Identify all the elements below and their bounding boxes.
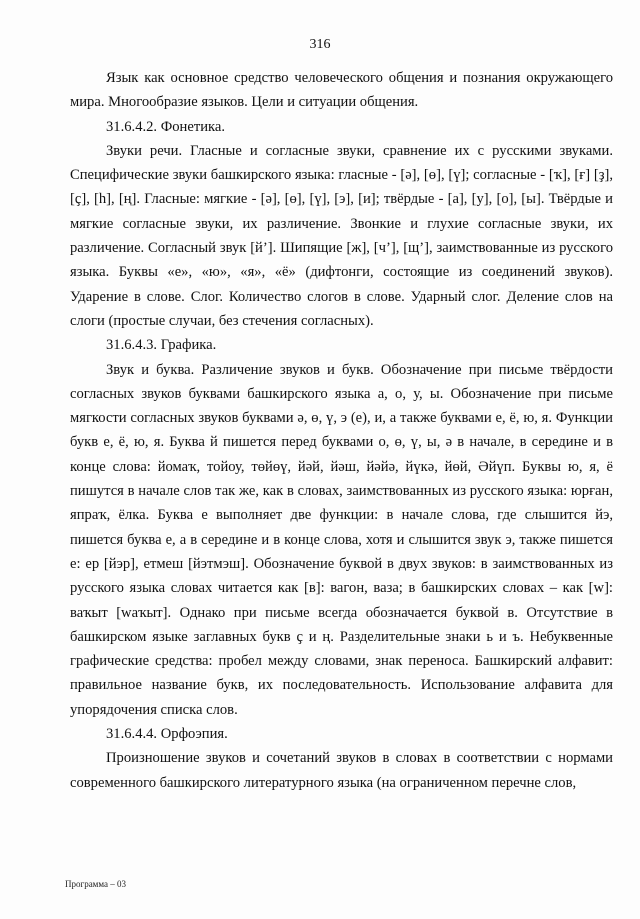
- section-heading-graphics: 31.6.4.3. Графика.: [106, 337, 217, 354]
- paragraph-orthoepy: Произношение звуков и сочетаний звуков в словах в соответствии с нормами современного башкирского литературного языка (на ограниченном перечне слов,: [70, 750, 613, 791]
- paragraph-graphics: Звук и буква. Различение звуков и букв. Обозначение при письме твёрдости согласных звуков буквами башкирского языка а, о, у, ы. Обозначение при письме мягкости согласных звуков буквами ә, ө, ү, э (е), и, а также буквами е, ё, ю, я. Функции букв е, ё, ю, я. Буква й пишется перед буквами о, ө, ү, ы, ә в начале, в середине и в конце слова: йомаҡ, тойоу, төйөү, йәй, йәш, йәйә, йүкә, йөй, Әйүп. Буквы ю, я, ё пишутся в начале слов так же, как в словах, заимствованных из русского языка: юрған, япраҡ, ёлка. Буква е выполняет две функции: в начале слова, где слышится йэ, пишется буква е, а в середине и в конце слова, хотя и слышится звук э, также пишется е: ер [йэр], етмеш [йэтмэш]. Обозначение буквой в двух звуков: в заимствованных из русского языка словах читается как [в]: вагон, ваза; в башкирских словах – как [w]: ваҡыт [wаҡыт]. Однако при письме всегда обозначается буквой в. Отсутствие в башкирском языке заглавных букв ҫ и ң. Разделительные знаки ь и ъ. Небуквенные графические средства: пробел между словами, знак переноса. Башкирский алфавит: правильное название букв, их последовательность. Использование алфавита для упорядочения списка слов.: [70, 361, 613, 718]
- page-footer: Программа – 03: [65, 879, 127, 889]
- section-heading-phonetics: 31.6.4.2. Фонетика.: [106, 118, 226, 135]
- document-body: [70, 66, 613, 795]
- section-heading-orthoepy: 31.6.4.4. Орфоэпия.: [106, 726, 228, 743]
- paragraph-intro: Язык как основное средство человеческого общения и познания окружающего мира. Многообразие языков. Цели и ситуации общения.: [70, 70, 613, 111]
- page-number: 316: [309, 37, 331, 52]
- paragraph-phonetics: Звуки речи. Гласные и согласные звуки, сравнение их с русскими звуками. Специфические звуки башкирского языка: гласные - [ә], [ө], [ү]; согласные - [ҡ], [ғ] [ҙ], [ҫ], [һ], [ң]. Гласные: мягкие - [ә], [ө], [ү], [э], [и]; твёрдые - [а], [у], [о], [ы]. Твёрдые и мягкие согласные звуки, их различение. Звонкие и глухие согласные звуки, их различение. Согласный звук [й’]. Шипящие [ж], [ч’], [щ’], заимствованные из русского языка. Буквы «е», «ю», «я», «ё» (дифтонги, состоящие из соединений звуков). Ударение в слове. Слог. Количество слогов в слове. Ударный слог. Деление слов на слоги (простые случаи, без стечения согласных).: [70, 142, 613, 329]
